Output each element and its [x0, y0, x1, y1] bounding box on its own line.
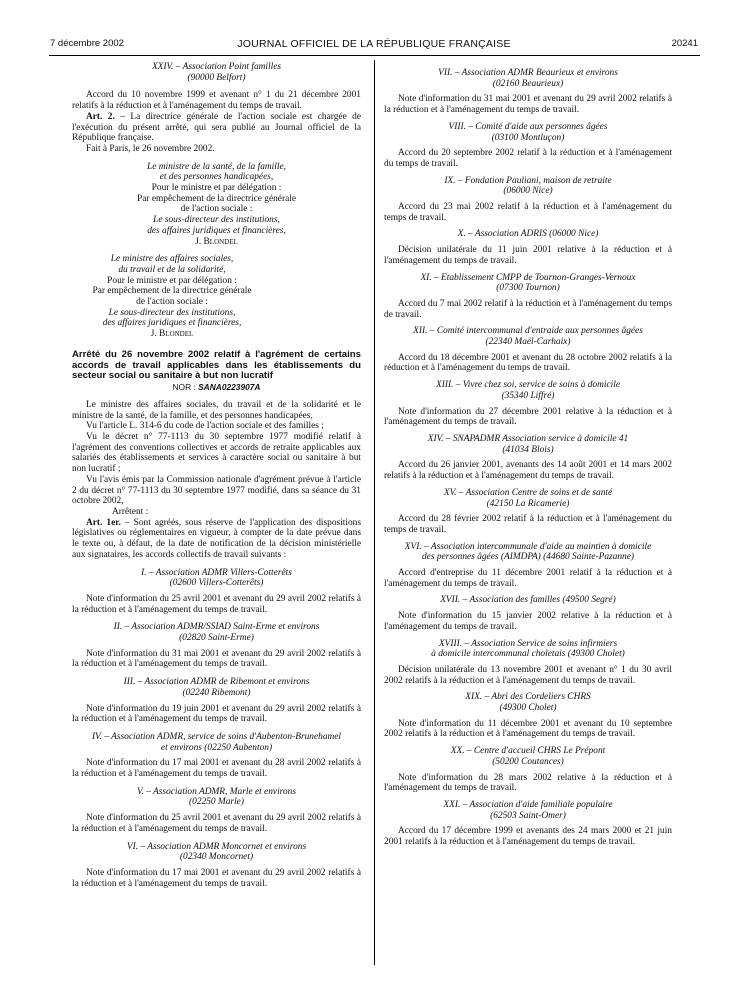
entry-title: III. – Association ADMR de Ribemont et environs: [123, 677, 310, 688]
agreement-entry: [384, 229, 672, 266]
entry-location: (35340 Liffré): [501, 390, 555, 401]
agreement-list: [72, 568, 361, 890]
entry-text: Note d'information du 28 mars 2002 relative à la réduction et à l'aménagement du temps de travail.: [384, 772, 672, 794]
agreement-entry: [72, 622, 361, 670]
entry-location: à domicile intercommunal choletais (49300 Cholet): [431, 649, 625, 660]
agreement-entry: [72, 842, 361, 890]
signature-line: des affaires juridiques et financières,: [102, 318, 242, 329]
entry-title: V. – Association ADMR, Marle et environs: [136, 786, 296, 797]
entry-text: Accord du 20 septembre 2002 relatif à la réduction et à l'aménagement du temps de travail.: [384, 148, 672, 169]
entry-title: XVIII. – Association Service de soins infirmiers: [438, 638, 618, 649]
article-text: – La directrice générale de l'action sociale est chargée de l'exécution du présent arrêté, qui sera publié au Journal officiel de la République française.: [72, 111, 361, 144]
entry-location: (62503 Saint-Omer): [490, 810, 566, 821]
agreement-entry: [384, 273, 672, 321]
article-label: Art. 1er.: [86, 517, 121, 528]
preamble-text: Le ministre des affaires sociales, du travail et de la solidarité et le ministre de la santé, de la famille, et des personnes handicapées,: [72, 399, 361, 421]
signature-line: Le ministre des affaires sociales,: [110, 254, 234, 265]
entry-title: XIV. – SNAPADMR Association service à domicile 41: [427, 433, 629, 444]
signature-line: Par empêchement de la directrice générale: [92, 286, 252, 297]
signature-line: de l'action sociale :: [136, 297, 208, 308]
right-column: [384, 62, 672, 848]
entry-text: Note d'information du 31 mai 2001 et avenant du 29 avril 2002 relatifs à la réduction et à l'aménagement du temps de travail.: [72, 648, 361, 670]
agreement-entry: [384, 326, 672, 374]
decree-title: Arrêté du 26 novembre 2002 relatif à l'agrément de certains accords de travail applicables dans les établissements du secteur social ou sanitaire à but non lucratif: [72, 348, 361, 382]
entry-title: XIII. – Vivre chez soi, service de soins à domicile: [435, 380, 621, 391]
entry-text: Note d'information du 15 janvier 2002 relative à la réduction et à l'aménagement du temps de travail.: [384, 611, 672, 632]
agreement-entry: [72, 677, 361, 725]
agreement-entry: [384, 68, 672, 116]
agreement-entry: [384, 595, 672, 632]
entry-location: (42150 La Ricamerie): [486, 498, 570, 509]
entry-text: Accord du 23 mai 2002 relatif à la réduction et à l'aménagement du temps de travail.: [384, 202, 672, 223]
section-text: Accord du 10 novembre 1999 et avenant n° 1 du 21 décembre 2001 relatifs à la réduction et à l'aménagement du temps de travail.: [72, 90, 361, 112]
signature-block-2: [72, 254, 272, 340]
entry-location: (50200 Coutances): [492, 756, 564, 767]
section-location: (90000 Belfort): [187, 72, 246, 83]
entry-text: Décision unilatérale du 13 novembre 2001 et avenant n° 1 du 30 avril 2002 relatifs à la réduction et à l'aménagement du temps de travail.: [384, 664, 672, 686]
entry-text: Décision unilatérale du 11 juin 2001 relative à la réduction et à l'aménagement du temps de travail.: [384, 245, 672, 266]
entry-title: XVI. – Association intercommunale d'aide au maintien à domicile: [404, 541, 652, 552]
nor-label: NOR :: [172, 382, 199, 393]
entry-location: et environs (02250 Aubenton): [160, 742, 273, 753]
entry-location: des personnes âgées (AIMDPA) (44680 Sainte-Pazanne): [421, 552, 635, 563]
entry-title: XVII. – Association des familles (49500 Segré): [440, 595, 616, 606]
signatory-name: J. Blondel: [195, 236, 238, 247]
entry-text: Note d'information du 25 avril 2001 et avenant du 29 avril 2002 relatifs à la réduction et à l'aménagement du temps de travail.: [72, 813, 361, 834]
agreement-entry: [384, 639, 672, 687]
entry-title: XX. – Centre d'accueil CHRS Le Prépont: [450, 746, 606, 757]
entry-title: XV. – Association Centre de soins et de santé: [443, 487, 613, 498]
entry-location: (49300 Cholet): [499, 703, 557, 714]
signature-date: Fait à Paris, le 26 novembre 2002.: [86, 143, 215, 154]
signature-line: des affaires juridiques et financières,: [147, 225, 286, 236]
entry-location: (06000 Nice): [503, 186, 553, 197]
article-text: – Sont agréés, sous réserve de l'application des dispositions législatives ou réglementaires en vigueur, à compter de la date prévue dans le texte ou, à défaut, de la date de notification de la décision ministérielle aux signataires, les accords collectifs de travail suivants :: [72, 517, 361, 560]
entry-text: Accord du 28 février 2002 relatif à la réduction et à l'aménagement du temps de travail.: [384, 514, 672, 535]
entry-location: (07300 Tournon): [496, 283, 560, 294]
signature-line: Pour le ministre et par délégation :: [107, 275, 237, 286]
entry-location: (22340 Maël-Carhaix): [485, 337, 571, 348]
entry-text: Accord du 18 décembre 2001 et avenant du 28 octobre 2002 relatifs à la réduction et à l'aménagement du temps de travail.: [384, 352, 672, 374]
entry-text: Accord du 7 mai 2002 relatif à la réduction et à l'aménagement du temps de travail.: [384, 298, 672, 320]
agreement-entry: [384, 746, 672, 794]
entry-location: (02600 Villers-Cotterêts): [169, 578, 264, 589]
agreement-entry: [384, 542, 672, 590]
nor-code: SANA0223907A: [198, 382, 261, 393]
entry-title: VI. – Association ADMR Moncornet et environs: [126, 841, 307, 852]
agreement-entry: [384, 122, 672, 170]
agreement-entry: [72, 787, 361, 835]
signature-line: de l'action sociale :: [180, 204, 253, 215]
signature-line: Le ministre de la santé, de la famille,: [147, 161, 286, 172]
entry-text: Note d'information du 31 mai 2001 et avenant du 29 avril 2002 relatifs à la réduction et à l'aménagement du temps de travail.: [384, 94, 672, 116]
agreement-entry: [72, 568, 361, 616]
entry-location: (03100 Montluçon): [491, 132, 565, 143]
entry-text: Note d'information du 25 avril 2001 et avenant du 29 avril 2002 relatifs à la réduction et à l'aménagement du temps de travail.: [72, 593, 361, 615]
entry-text: Note d'information du 11 décembre 2001 et avenant du 10 septembre 2002 relatifs à la réduction et à l'aménagement du temps de travail.: [384, 718, 672, 740]
signature-line: Le sous-directeur des institutions,: [108, 307, 236, 318]
agreement-entry: [384, 488, 672, 536]
agreement-entry: [384, 434, 672, 482]
header-rule: [49, 55, 700, 56]
journal-title: JOURNAL OFFICIEL DE LA RÉPUBLIQUE FRANÇAISE: [237, 38, 511, 50]
entry-title: XI. – Etablissement CMPP de Tournon-Granges-Vernoux: [420, 272, 636, 283]
entry-text: Note d'information du 17 mai 2001 et avenant du 29 avril 2002 relatifs à la réduction et à l'aménagement du temps de travail.: [72, 867, 361, 889]
signature-line: et des personnes handicapées,: [159, 172, 274, 183]
article-2: [72, 112, 361, 144]
agreement-entry: [384, 380, 672, 428]
entry-title: XIX. – Abri des Cordeliers CHRS: [465, 692, 591, 703]
entry-text: Accord du 26 janvier 2001, avenants des 14 août 2001 et 14 mars 2002 relatifs à la réduction et à l'aménagement du temps de travail.: [384, 460, 672, 482]
signatory-name: J. Blondel: [150, 329, 194, 340]
article-label: Art. 2.: [86, 111, 115, 122]
entry-title: VIII. – Comité d'aide aux personnes âgées: [448, 121, 608, 132]
header-date: 7 décembre 2002: [50, 38, 124, 49]
page-header: [0, 38, 748, 52]
entry-title: VII. – Association ADMR Beaurieux et environs: [438, 68, 618, 78]
entry-location: (02160 Beaurieux): [492, 78, 564, 89]
agreement-entry: [384, 692, 672, 740]
agreement-entry: [72, 732, 361, 780]
signature-line: Le sous-directeur des institutions,: [153, 215, 280, 226]
entry-title: I. – Association ADMR Villers-Cotterêts: [141, 567, 292, 578]
nor-reference: [72, 382, 361, 393]
entry-location: (02240 Ribemont): [182, 687, 251, 698]
section-title: XXIV. – Association Point familles: [151, 62, 282, 72]
entry-location: (02340 Moncornet): [179, 852, 254, 863]
agreement-entry: [384, 800, 672, 848]
decree-verb: Arrêtent :: [112, 507, 149, 517]
column-divider: [374, 60, 375, 965]
entry-title: XII. – Comité intercommunal d'entraide aux personnes âgées: [413, 326, 643, 337]
preamble-text: Vu le décret n° 77-1113 du 30 septembre 1977 modifié relatif à l'agrément des conventions collectives et accords de retraite applicables aux salariés des établissements et services à caractère social ou sanitaire à but non lucratif ;: [72, 432, 361, 475]
entry-text: Note d'information du 27 décembre 2001 relative à la réduction et à l'aménagement du temps de travail.: [384, 406, 672, 428]
entry-location: (41034 Blois): [502, 444, 554, 455]
entry-title: XXI. – Association d'aide familiale populaire: [443, 799, 613, 810]
entry-text: Accord d'entreprise du 11 décembre 2001 relatif à la réduction et à l'aménagement du temps de travail.: [384, 568, 672, 589]
agreement-entry: [384, 176, 672, 224]
preamble-text: Vu l'avis émis par la Commission nationale d'agrément prévue à l'article 2 du décret n° 77-1113 du 30 septembre 1977 modifié, dans sa séance du 31 octobre 2002,: [72, 474, 361, 507]
signature-line: du travail et de la solidarité,: [118, 264, 226, 275]
left-column: [72, 62, 361, 889]
entry-title: IV. – Association ADMR, service de soins d'Aubenton-Brunehamel: [91, 731, 342, 742]
signature-block-1: [72, 162, 361, 248]
signature-line: Pour le ministre et par délégation :: [151, 183, 282, 194]
entry-text: Note d'information du 19 juin 2001 et avenant du 29 avril 2002 relatifs à la réduction et à l'aménagement du temps de travail.: [72, 703, 361, 725]
entry-title: IX. – Fondation Pauliani, maison de retraite: [444, 175, 612, 186]
article-1: [72, 518, 361, 561]
entry-title: X. – Association ADRIS (06000 Nice): [457, 229, 599, 240]
entry-location: (02820 Saint-Erme): [179, 633, 254, 644]
signature-line: Par empêchement de la directrice générale: [136, 193, 297, 204]
agreement-list: [384, 68, 672, 848]
entry-title: II. – Association ADMR/SSIAD Saint-Erme et environs: [113, 622, 320, 633]
entry-text: Accord du 17 décembre 1999 et avenants des 24 mars 2000 et 21 juin 2001 relatifs à la réduction et à l'aménagement du temps de travail.: [384, 826, 672, 848]
page-number: 20241: [671, 38, 698, 49]
preamble-text: Vu l'article L. 314-6 du code de l'action sociale et des familles ;: [86, 421, 324, 432]
entry-text: Note d'information du 17 mai 2001 et avenant du 28 avril 2002 relatifs à la réduction et à l'aménagement du temps de travail.: [72, 758, 361, 780]
entry-location: (02250 Marle): [189, 797, 244, 808]
